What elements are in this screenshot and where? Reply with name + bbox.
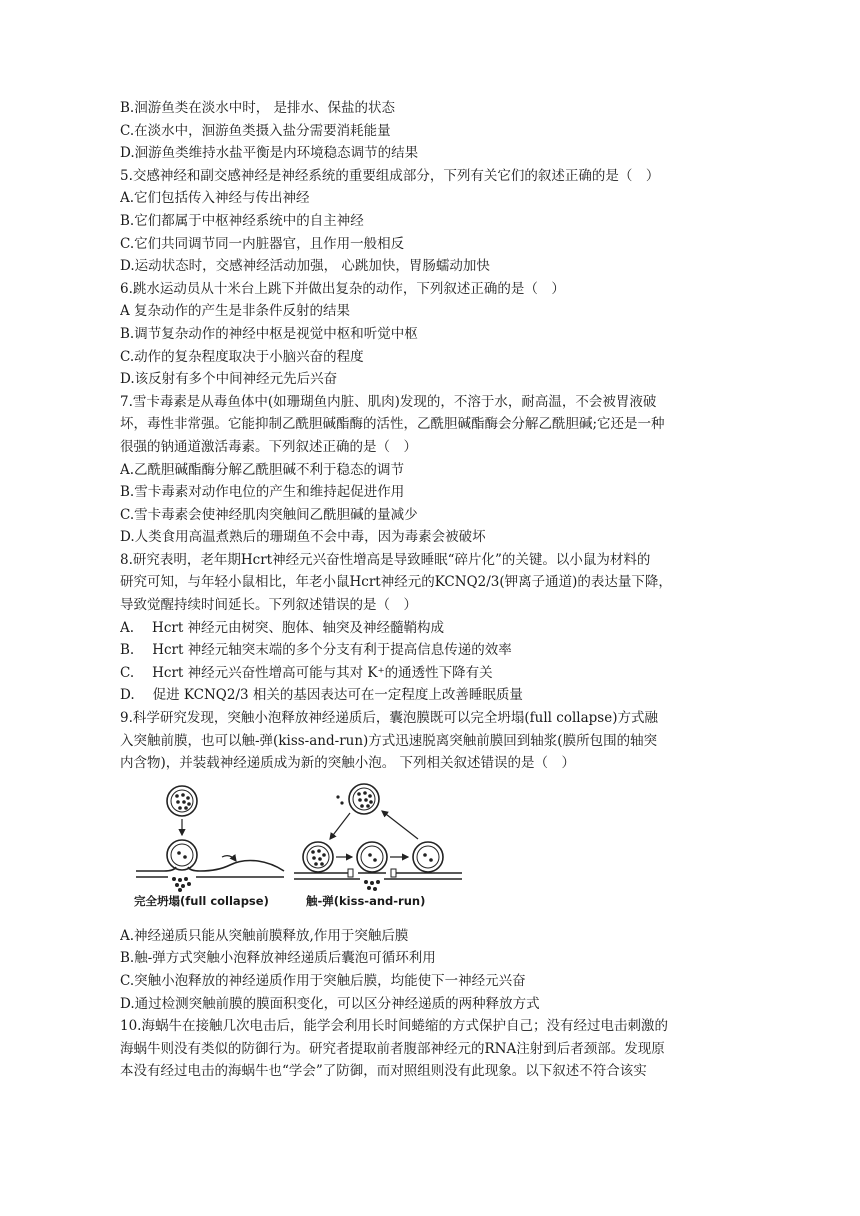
question-8-option-d (120, 684, 740, 707)
question-9-option-b: B.触-弹方式突触小泡释放神经递质后囊泡可循环利用 (120, 950, 436, 967)
option-text: Hcrt 神经元兴奋性增高可能与其对 K⁺的通透性下降有关 (152, 664, 493, 681)
question-9-option-d: D.通过检测突触前膜的膜面积变化，可以区分神经递质的两种释放方式 (120, 995, 540, 1012)
question-9-option-c: C.突触小泡释放的神经递质作用于突触后膜，均能使下一神经元兴奋 (120, 973, 526, 989)
option-letter: C. (120, 664, 135, 681)
question-7-option-a: A.乙酰胆碱酯酶分解乙酰胆碱不利于稳态的调节 (120, 461, 405, 478)
question-5-option-c: C.它们共同调节同一内脏器官，且作用一般相反 (120, 235, 405, 252)
kiss-and-run-panel (294, 784, 462, 879)
question-8-stem: 研究可知，与年轻小鼠相比，年老小鼠Hcrt神经元的KCNQ2/3(钾离子通道)的表达量下降， (120, 574, 672, 591)
vesicle-release-figure (134, 783, 740, 915)
question-9-stem: 入突触前膜，也可以触-弹(kiss-and-run)方式迅速脱离突触前膜回到轴浆(膜所包围的轴突 (120, 732, 658, 749)
question-10-stem: 本没有经过电击的海蜗牛也“学会”了防御，而对照组则没有此现象。以下叙述不符合该实 (120, 1063, 647, 1080)
option-letter: D. (120, 687, 135, 704)
question-7-option-d: D.人类食用高温煮熟后的珊瑚鱼不会中毒，因为毒素会被破坏 (120, 529, 486, 546)
question-6-stem: 6.跳水运动员从十米台上跳下并做出复杂的动作，下列叙述正确的是（ ） (120, 280, 565, 297)
question-8-option-b (120, 639, 740, 662)
question-9-stem: 9.科学研究发现，突触小泡释放神经递质后，囊泡膜既可以完全坍塌(full collapse)方式融 (120, 710, 658, 727)
question-8-option-c (120, 662, 740, 685)
question-8-stem: 8.研究表明，老年期Hcrt神经元兴奋性增高是导致睡眠“碎片化”的关键。以小鼠为材料的 (120, 551, 651, 568)
question-5-stem: 5.交感神经和副交感神经是神经系统的重要组成部分，下列有关它们的叙述正确的是（ ） (120, 167, 660, 184)
question-6-option-c: C.动作的复杂程度取决于小脑兴奋的程度 (120, 348, 364, 365)
option-text: Hcrt 神经元轴突末端的多个分支有利于提高信息传递的效率 (152, 642, 512, 659)
option-text: Hcrt 神经元由树突、胞体、轴突及神经髓鞘构成 (152, 619, 445, 636)
question-7-option-b: B.雪卡毒素对动作电位的产生和维持起促进作用 (120, 484, 405, 501)
question-10-stem: 海蜗牛则没有类似的防御行为。研究者提取前者腹部神经元的RNA注射到后者颈部。发现原 (120, 1040, 665, 1057)
full-collapse-panel (136, 786, 284, 877)
question-7-option-c: C.雪卡毒素会使神经肌肉突触间乙酰胆碱的量减少 (120, 506, 418, 523)
question-9-stem: 内含物)，并装载神经递质成为新的突触小泡。 下列相关叙述错误的是（ ） (120, 755, 576, 772)
option-text: 促进 KCNQ2/3 相关的基因表达可在一定程度上改善睡眠质量 (152, 687, 523, 704)
exam-page (120, 97, 740, 1083)
option-letter: B. (120, 642, 135, 659)
question-8-stem: 导致觉醒持续时间延长。下列叙述错误的是（ ） (120, 597, 417, 614)
question-8-option-a (120, 617, 740, 640)
question-6-option-b: B.调节复杂动作的神经中枢是视觉中枢和听觉中枢 (120, 325, 418, 342)
question-5-option-b: B.它们都属于中枢神经系统中的自主神经 (120, 212, 364, 229)
question-9-option-a: A.神经递质只能从突触前膜释放,作用于突触后膜 (120, 927, 409, 944)
question-6-option-d: D.该反射有多个中间神经元先后兴奋 (120, 371, 338, 388)
question-10-stem: 10.海蜗牛在接触几次电击后，能学会利用长时间蜷缩的方式保护自己；没有经过电击刺激的 (120, 1018, 668, 1035)
vesicle-diagram (134, 783, 464, 895)
text-line: D.洄游鱼类维持水盐平衡是内环境稳态调节的结果 (120, 145, 419, 162)
question-6-option-a: A 复杂动作的产生是非条件反射的结果 (120, 303, 351, 320)
question-7-stem: 坏，毒性非常强。它能抑制乙酰胆碱酯酶的活性，乙酰胆碱酯酶会分解乙酰胆碱;它还是一种 (120, 416, 665, 433)
question-7-stem: 7.雪卡毒素是从毒鱼体中(如珊瑚鱼内脏、肌肉)发现的，不溶于水，耐高温，不会被胃液破 (120, 393, 657, 410)
option-letter: A. (120, 619, 135, 636)
figure-caption-kiss-and-run: 触-弹(kiss-and-run) (306, 893, 426, 908)
text-line: C.在淡水中，洄游鱼类摄入盐分需要消耗能量 (120, 122, 391, 139)
figure-caption-full-collapse: 完全坍塌(full collapse) (134, 893, 269, 908)
question-7-stem: 很强的钠通道激活毒素。下列叙述正确的是（ ） (120, 438, 417, 455)
text-line: B.洄游鱼类在淡水中时， 是排水、保盐的状态 (120, 100, 396, 116)
question-5-option-d: D.运动状态时，交感神经活动加强， 心跳加快，胃肠蠕动加快 (120, 258, 490, 275)
question-5-option-a: A.它们包括传入神经与传出神经 (120, 190, 310, 207)
